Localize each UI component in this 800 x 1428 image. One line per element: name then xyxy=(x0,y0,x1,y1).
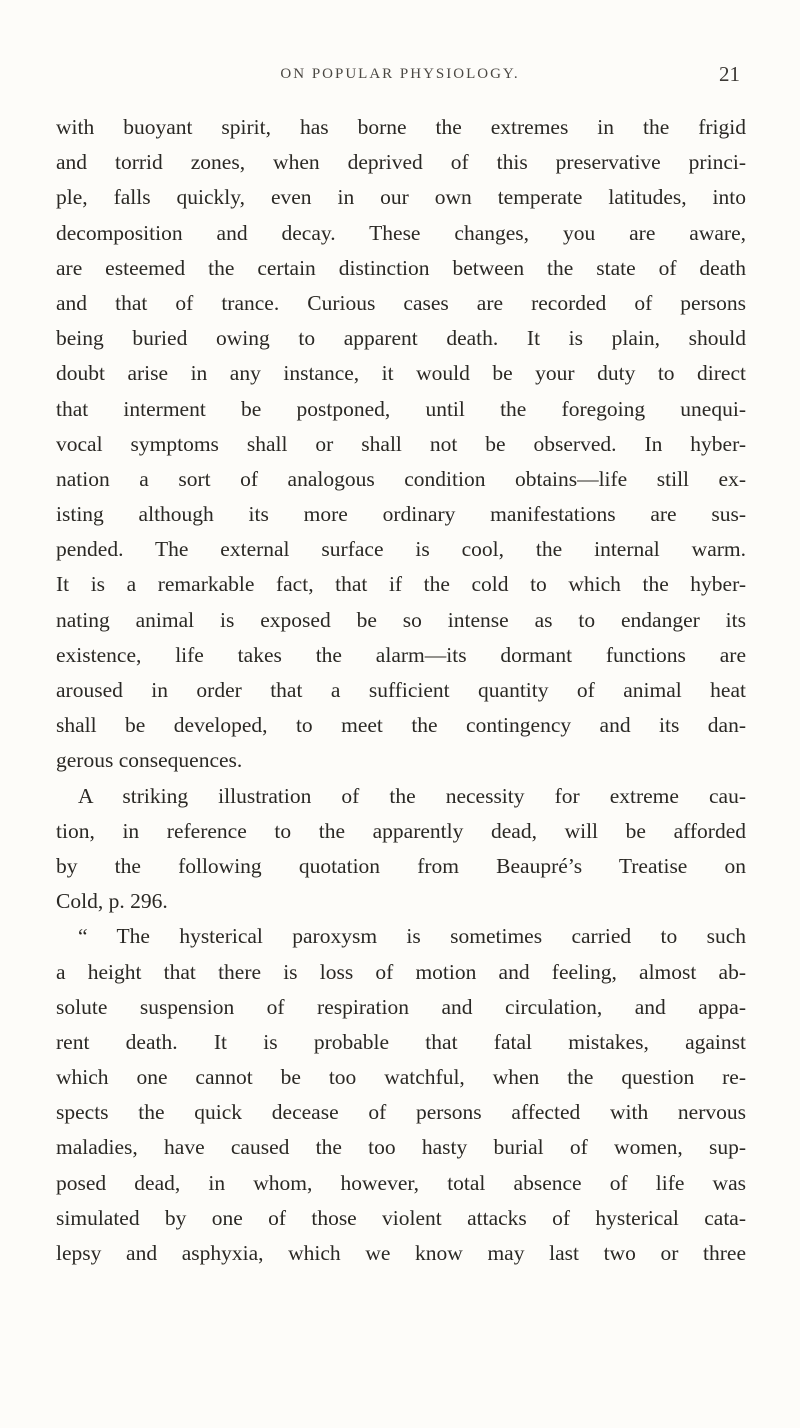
text-line: Cold, p. 296. xyxy=(56,889,168,914)
body-text xyxy=(56,110,746,1271)
text-line: doubt arise in any instance, it would be your duty to direct xyxy=(56,361,746,386)
text-line: spects the quick decease of persons affected with nervous xyxy=(56,1100,746,1125)
text-line: with buoyant spirit, has borne the extremes in the frigid xyxy=(56,115,746,139)
text-line: lepsy and asphyxia, which we know may last two or three xyxy=(56,1241,746,1265)
text-line: “ The hysterical paroxysm is sometimes carried to such xyxy=(78,924,746,949)
text-line: maladies, have caused the too hasty burial of women, sup- xyxy=(56,1135,746,1160)
text-line: vocal symptoms shall or shall not be observed. In hyber- xyxy=(56,431,746,456)
text-line: It is a remarkable fact, that if the cold to which the hyber- xyxy=(56,572,746,597)
text-line: A striking illustration of the necessity for extreme cau- xyxy=(78,783,746,808)
page-number: 21 xyxy=(719,62,740,86)
text-line: ple, falls quickly, even in our own temperate latitudes, into xyxy=(56,185,746,210)
running-head xyxy=(0,62,800,92)
text-line: decomposition and decay. These changes, you are aware, xyxy=(56,220,746,245)
text-line: pended. The external surface is cool, the internal warm. xyxy=(56,537,746,562)
text-line: isting although its more ordinary manifestations are sus- xyxy=(56,502,746,527)
text-line: and that of trance. Curious cases are recorded of persons xyxy=(56,290,746,315)
text-line: shall be developed, to meet the contingency and its dan- xyxy=(56,713,746,738)
text-line: a height that there is loss of motion and feeling, almost ab- xyxy=(56,959,746,984)
running-title: ON POPULAR PHYSIOLOGY. xyxy=(280,66,520,82)
text-line: nating animal is exposed be so intense as to endanger its xyxy=(56,607,746,632)
text-line: tion, in reference to the apparently dead, will be afforded xyxy=(56,818,746,843)
text-line: simulated by one of those violent attacks of hysterical cata- xyxy=(56,1205,746,1230)
text-line: are esteemed the certain distinction between the state of death xyxy=(56,255,746,280)
text-line: and torrid zones, when deprived of this preservative princi- xyxy=(56,150,746,175)
text-line: existence, life takes the alarm—its dormant functions are xyxy=(56,642,746,667)
text-line: that interment be postponed, until the foregoing unequi- xyxy=(56,396,746,421)
text-line: solute suspension of respiration and circulation, and appa- xyxy=(56,994,746,1019)
text-line: being buried owing to apparent death. It is plain, should xyxy=(56,326,746,351)
text-line: rent death. It is probable that fatal mistakes, against xyxy=(56,1029,746,1054)
text-line: aroused in order that a sufficient quantity of animal heat xyxy=(56,678,746,702)
text-line: which one cannot be too watchful, when the question re- xyxy=(56,1065,746,1090)
text-line: gerous consequences. xyxy=(56,748,243,773)
text-line: nation a sort of analogous condition obtains—life still ex- xyxy=(56,466,746,491)
text-line: by the following quotation from Beaupré’s Treatise on xyxy=(56,853,746,878)
text-line: posed dead, in whom, however, total absence of life was xyxy=(56,1170,746,1195)
